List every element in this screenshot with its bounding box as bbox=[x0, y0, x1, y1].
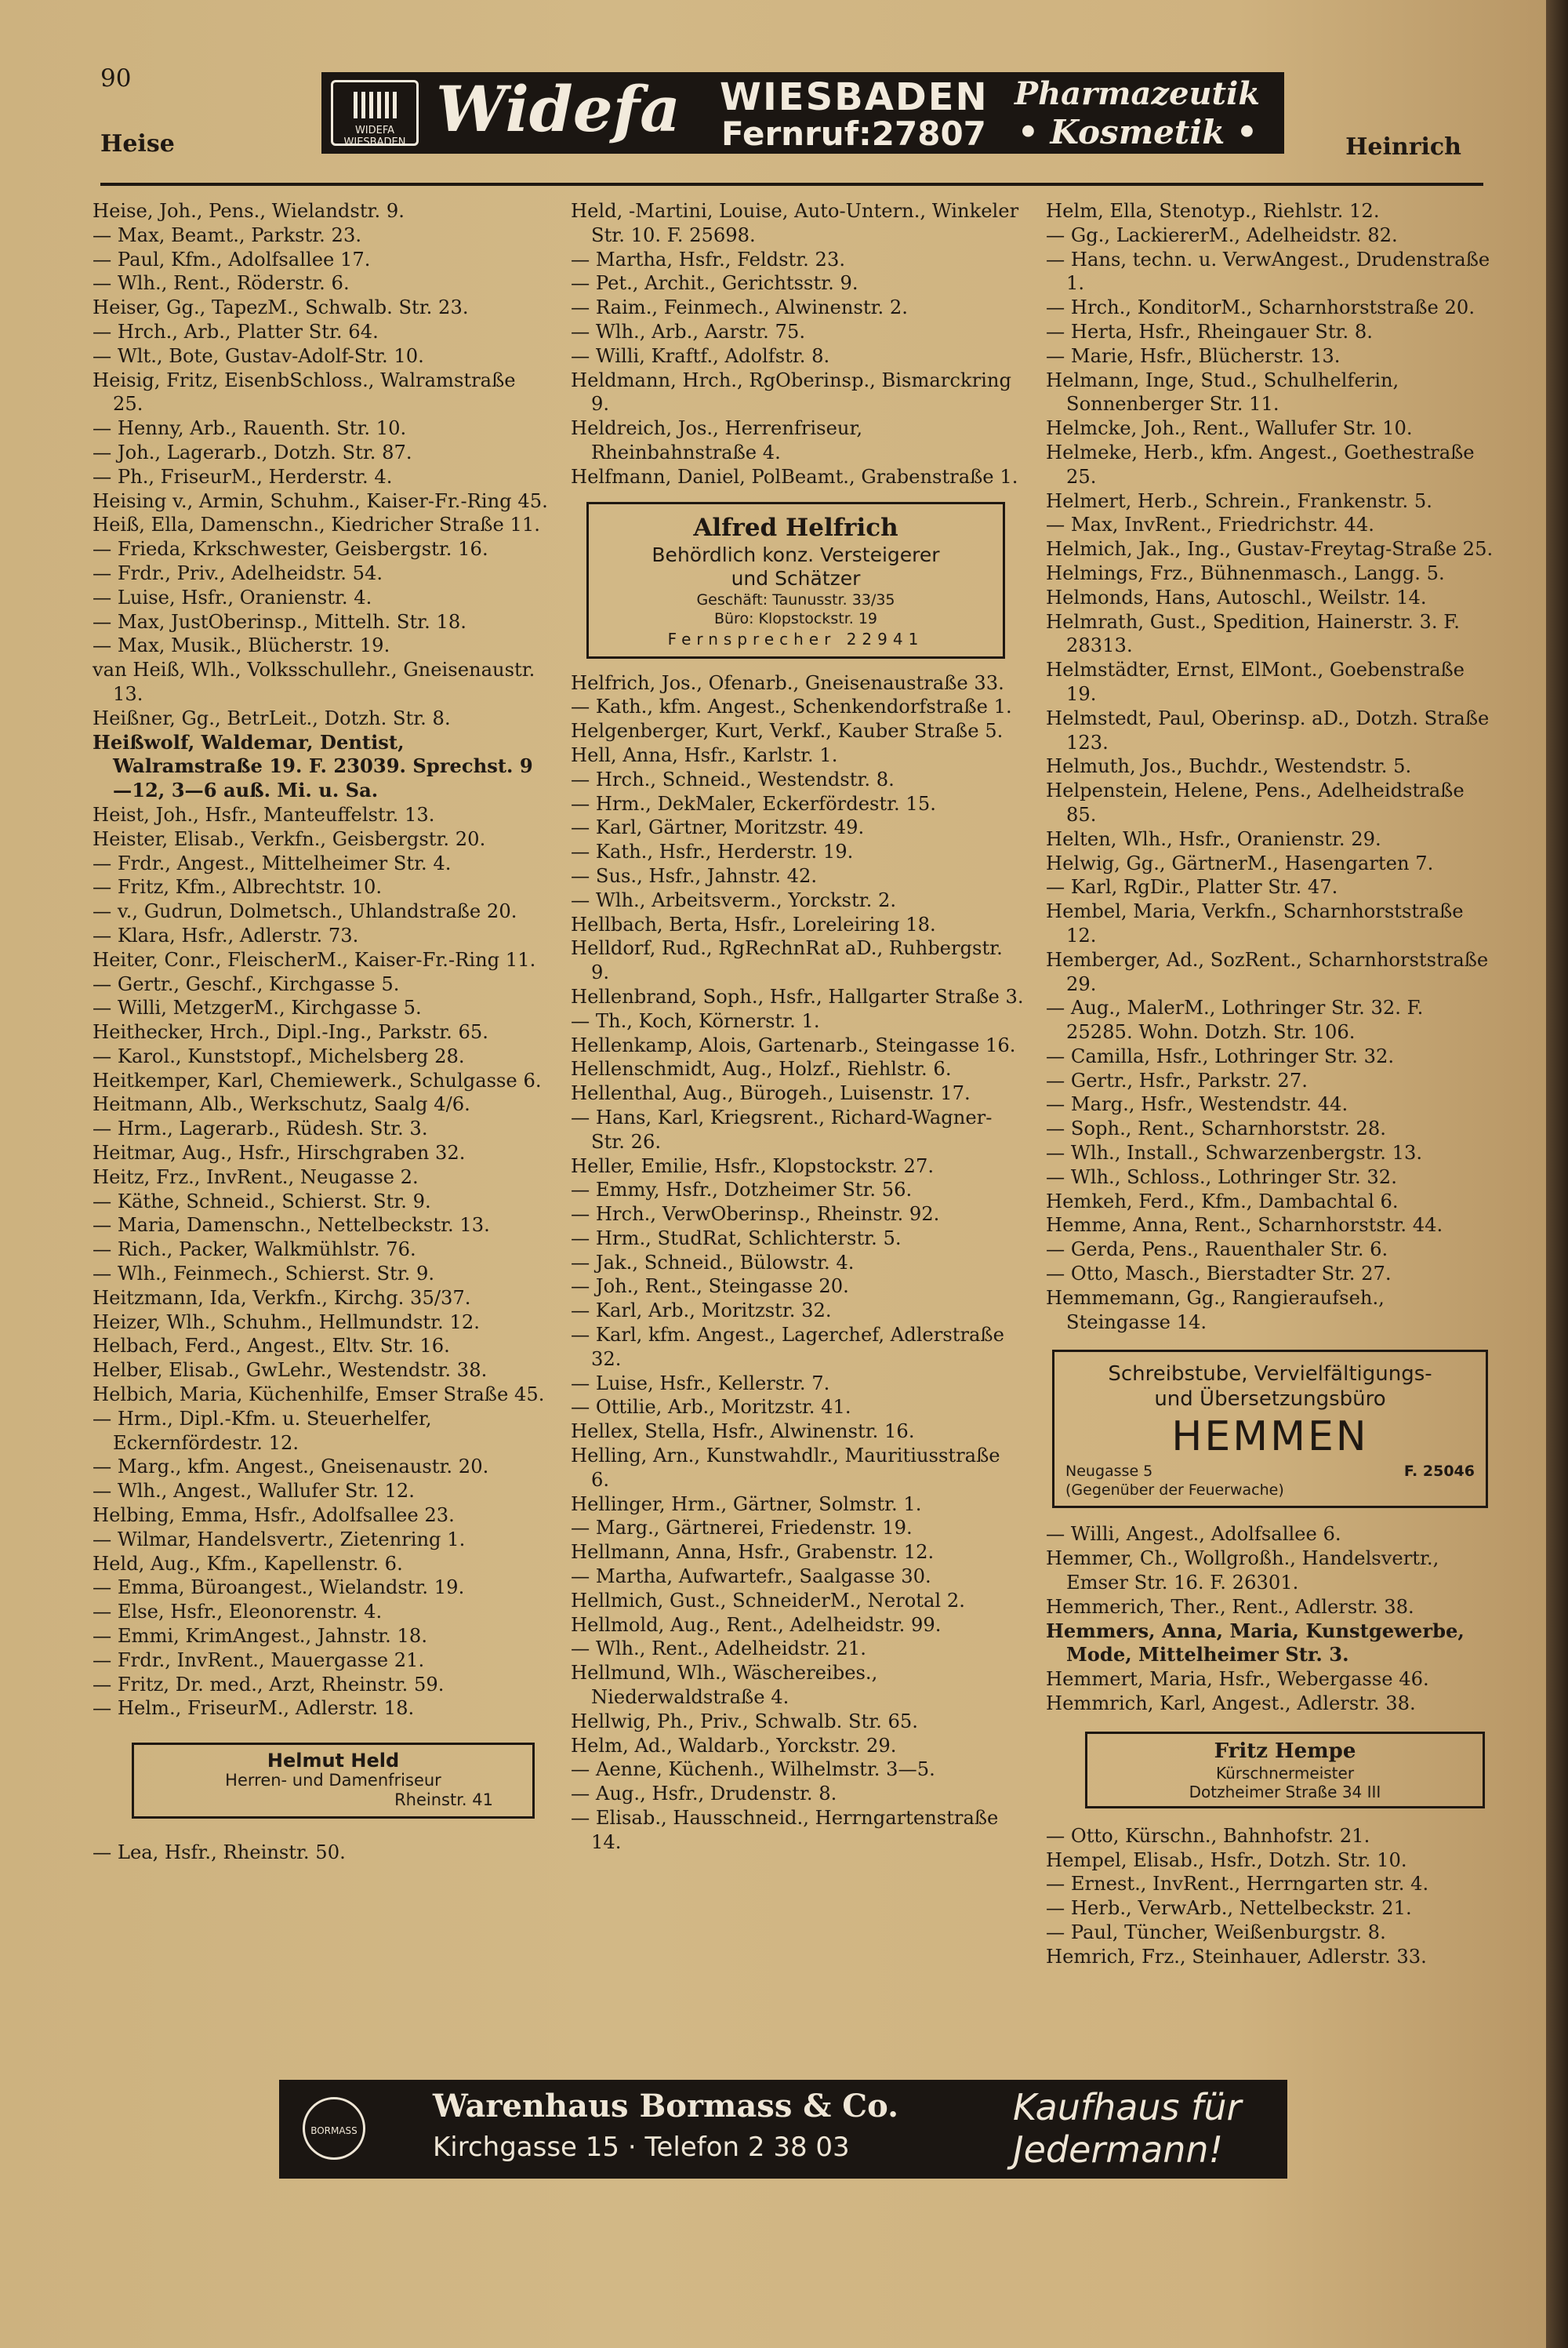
directory-entry: — Helm., FriseurM., Adlerstr. 18. bbox=[93, 1697, 415, 1720]
directory-entry: — Willi, Kraftf., Adolfstr. 8. bbox=[571, 344, 830, 367]
footer-slogan-line2: Jedermann! bbox=[1013, 2128, 1224, 2171]
directory-entry: Heisig, Fritz, EisenbSchloss., Walramstraße 25. bbox=[93, 369, 516, 416]
directory-entry: Helldorf, Rud., RgRechnRat aD., Ruhbergstr. 9. bbox=[571, 937, 1003, 984]
ad-helfrich-line5: Fernsprecher 22941 bbox=[667, 629, 924, 649]
page-binding-edge bbox=[1546, 0, 1568, 2348]
directory-entry: van Heiß, Wlh., Volksschullehr., Gneisenaustr. 13. bbox=[93, 659, 535, 705]
directory-entry: — Ph., FriseurM., Herderstr. 4. bbox=[93, 465, 393, 488]
directory-entry: Helmonds, Hans, Autoschl., Weilstr. 14. bbox=[1046, 586, 1427, 609]
ad-helfrich-line4: Büro: Klopstockstr. 19 bbox=[713, 609, 878, 627]
directory-entry: Helpenstein, Helene, Pens., Adelheidstraße 85. bbox=[1046, 780, 1465, 826]
ad-hempe-line1: Kürschnermeister bbox=[1215, 1763, 1355, 1783]
directory-entry: Heiser, Gg., TapezM., Schwalb. Str. 23. bbox=[93, 296, 469, 319]
directory-entry: Helbach, Ferd., Angest., Eltv. Str. 16. bbox=[93, 1335, 450, 1358]
directory-entry: — Gertr., Hsfr., Parkstr. 27. bbox=[1046, 1069, 1308, 1092]
banner-city: WIESBADEN bbox=[720, 75, 989, 119]
directory-entry: — Ernest., InvRent., Herrngarten str. 4. bbox=[1046, 1873, 1429, 1895]
footer-name: Warenhaus Bormass & Co. bbox=[433, 2088, 899, 2124]
directory-entry: — Wlh., Angest., Wallufer Str. 12. bbox=[93, 1480, 415, 1503]
directory-entry: — Herta, Hsfr., Rheingauer Str. 8. bbox=[1046, 320, 1373, 343]
directory-entry: — Karl, kfm. Angest., Lagerchef, Adlerstraße 32. bbox=[571, 1324, 1004, 1370]
directory-entry: Hellwig, Ph., Priv., Schwalb. Str. 65. bbox=[571, 1710, 918, 1732]
directory-entry: Helmann, Inge, Stud., Schulhelferin, Sonnenberger Str. 11. bbox=[1046, 369, 1399, 416]
ad-hemmen bbox=[1052, 1350, 1488, 1508]
directory-entry: — Hrch., KonditorM., Scharnhorststraße 20. bbox=[1046, 296, 1475, 319]
directory-entry: — Fritz, Dr. med., Arzt, Rheinstr. 59. bbox=[93, 1673, 445, 1696]
directory-entry: — Karl, Arb., Moritzstr. 32. bbox=[571, 1299, 832, 1322]
directory-entry: — Emmy, Hsfr., Dotzheimer Str. 56. bbox=[571, 1179, 913, 1201]
bormass-footer-ad bbox=[279, 2080, 1287, 2179]
directory-entry: — Wlh., Install., Schwarzenbergstr. 13. bbox=[1046, 1142, 1423, 1165]
directory-entry: — Marie, Hsfr., Blücherstr. 13. bbox=[1046, 344, 1341, 367]
directory-entry: — Max, Musik., Blücherstr. 19. bbox=[93, 634, 390, 657]
directory-entry: Held, Aug., Kfm., Kapellenstr. 6. bbox=[93, 1552, 403, 1575]
directory-entry: Hemmert, Maria, Hsfr., Webergasse 46. bbox=[1046, 1668, 1429, 1691]
directory-entry: — Max, Beamt., Parkstr. 23. bbox=[93, 224, 362, 246]
ad-helfrich-line3: Geschäft: Taunusstr. 33/35 bbox=[696, 591, 895, 609]
directory-entry: Helten, Wlh., Hsfr., Oranienstr. 29. bbox=[1046, 827, 1381, 850]
directory-entry: — Lea, Hsfr., Rheinstr. 50. bbox=[93, 1841, 346, 1864]
directory-entry: — Hrm., StudRat, Schlichterstr. 5. bbox=[571, 1227, 902, 1249]
directory-entry: — Otto, Kürschn., Bahnhofstr. 21. bbox=[1046, 1824, 1370, 1847]
directory-entry: Hellenschmidt, Aug., Holzf., Riehlstr. 6. bbox=[571, 1058, 952, 1081]
ad-helfrich-name: Alfred Helfrich bbox=[693, 513, 898, 542]
directory-entry: Helmuth, Jos., Buchdr., Westendstr. 5. bbox=[1046, 755, 1412, 778]
directory-entry: Hellenbrand, Soph., Hsfr., Hallgarter Straße 3. bbox=[571, 985, 1024, 1008]
directory-entry: — Ottilie, Arb., Moritzstr. 41. bbox=[571, 1396, 851, 1419]
directory-entry: Hemme, Anna, Rent., Scharnhorststr. 44. bbox=[1046, 1214, 1443, 1237]
directory-entry: — Camilla, Hsfr., Lothringer Str. 32. bbox=[1046, 1045, 1395, 1067]
directory-entry: — Rich., Packer, Walkmühlstr. 76. bbox=[93, 1238, 416, 1261]
directory-entry: — Frdr., InvRent., Mauergasse 21. bbox=[93, 1648, 425, 1671]
guide-word-left: Heise bbox=[100, 130, 175, 158]
directory-entry: Helmcke, Joh., Rent., Wallufer Str. 10. bbox=[1046, 417, 1413, 440]
directory-entry: Heitzmann, Ida, Verkfn., Kirchg. 35/37. bbox=[93, 1286, 471, 1309]
footer-address: Kirchgasse 15 · Telefon 2 38 03 bbox=[433, 2132, 850, 2163]
directory-entry: Held, -Martini, Louise, Auto-Untern., Winkeler Str. 10. F. 25698. bbox=[571, 200, 1019, 246]
directory-entry: — Jak., Schneid., Bülowstr. 4. bbox=[571, 1251, 855, 1274]
banner-line1: Pharmazeutik bbox=[1014, 75, 1261, 112]
guide-word-right: Heinrich bbox=[1345, 133, 1461, 161]
directory-entry: — Herb., VerwArb., Nettelbeckstr. 21. bbox=[1046, 1897, 1412, 1920]
directory-entry: Hemmerich, Ther., Rent., Adlerstr. 38. bbox=[1046, 1595, 1414, 1618]
directory-entry: — Hrch., Arb., Platter Str. 64. bbox=[93, 320, 379, 343]
directory-entry: — Marg., Hsfr., Westendstr. 44. bbox=[1046, 1093, 1348, 1116]
directory-entry: Helmert, Herb., Schrein., Frankenstr. 5. bbox=[1046, 489, 1432, 512]
directory-entry: — Gerda, Pens., Rauenthaler Str. 6. bbox=[1046, 1238, 1388, 1261]
directory-entry: Hembel, Maria, Verkfn., Scharnhorststraße 12. bbox=[1046, 900, 1464, 947]
directory-entry: Hellenthal, Aug., Bürogeh., Luisenstr. 17. bbox=[571, 1082, 971, 1105]
directory-entry: Heitkemper, Karl, Chemiewerk., Schulgasse 6. bbox=[93, 1069, 542, 1092]
ad-held-line1: Herren- und Damenfriseur bbox=[225, 1771, 441, 1790]
ad-helmut-held bbox=[132, 1743, 535, 1819]
directory-entry: Heller, Emilie, Hsfr., Klopstockstr. 27. bbox=[571, 1154, 935, 1177]
directory-entry: — Max, InvRent., Friedrichstr. 44. bbox=[1046, 514, 1374, 536]
directory-entry: Helling, Arn., Kunstwahdlr., Mauritiusstraße 6. bbox=[571, 1445, 1000, 1491]
directory-entry: — Willi, MetzgerM., Kirchgasse 5. bbox=[93, 997, 422, 1020]
directory-entry: Helmich, Jak., Ing., Gustav-Freytag-Straße 25. bbox=[1046, 538, 1494, 561]
directory-entry: Hemmemann, Gg., Rangieraufseh., Steingasse 14. bbox=[1046, 1286, 1385, 1333]
directory-entry: Heißner, Gg., BetrLeit., Dotzh. Str. 8. bbox=[93, 707, 451, 729]
directory-entry: — Wlh., Schloss., Lothringer Str. 32. bbox=[1046, 1165, 1397, 1188]
directory-entry: Heldmann, Hrch., RgOberinsp., Bismarckring 9. bbox=[571, 369, 1011, 416]
directory-entry: Helbing, Emma, Hsfr., Adolfsallee 23. bbox=[93, 1504, 455, 1527]
ad-hemmen-line2: und Übersetzungsbüro bbox=[1154, 1387, 1386, 1412]
directory-entry: Helm, Ad., Waldarb., Yorckstr. 29. bbox=[571, 1734, 897, 1757]
directory-entry: Hellenkamp, Alois, Gartenarb., Steingasse 16. bbox=[571, 1034, 1016, 1056]
widefa-logo bbox=[331, 80, 419, 146]
entries-col1 bbox=[93, 199, 549, 1721]
directory-entry: Helm, Ella, Stenotyp., Riehlstr. 12. bbox=[1046, 200, 1380, 222]
directory-entry: — Hrm., Dipl.-Kfm. u. Steuerhelfer, Eckernfördestr. 12. bbox=[93, 1407, 432, 1454]
column-1 bbox=[93, 199, 549, 1865]
directory-entry: Heißwolf, Waldemar, Dentist, Walramstraße 19. F. 23039. Sprechst. 9—12, 3—6 auß. Mi. u. Sa. bbox=[93, 730, 533, 802]
directory-entry: — Wlh., Rent., Röderstr. 6. bbox=[93, 272, 350, 295]
directory-entry: Hemmrich, Karl, Angest., Adlerstr. 38. bbox=[1046, 1692, 1416, 1715]
directory-entry: — Marg., kfm. Angest., Gneisenaustr. 20. bbox=[93, 1456, 489, 1478]
entries-col2-top bbox=[571, 199, 1024, 489]
footer-slogan bbox=[1013, 2086, 1241, 2171]
directory-entry: Helmeke, Herb., kfm. Angest., Goethestraße 25. bbox=[1046, 441, 1475, 488]
ad-helfrich-line1: Behördlich konz. Versteigerer bbox=[652, 543, 940, 566]
ad-alfred-helfrich bbox=[586, 502, 1005, 659]
directory-entry: — Karl, Gärtner, Moritzstr. 49. bbox=[571, 816, 865, 839]
directory-entry: — Luise, Hsfr., Oranienstr. 4. bbox=[93, 586, 372, 609]
entries-col3-bottom bbox=[1046, 1824, 1494, 1969]
directory-entry: — Joh., Rent., Steingasse 20. bbox=[571, 1275, 849, 1298]
directory-entry: — Karol., Kunststopf., Michelsberg 28. bbox=[93, 1045, 465, 1067]
ad-held-name: Helmut Held bbox=[267, 1750, 400, 1772]
directory-entry: Hemkeh, Ferd., Kfm., Dambachtal 6. bbox=[1046, 1190, 1399, 1212]
directory-entry: — Aenne, Küchenh., Wilhelmstr. 3—5. bbox=[571, 1758, 935, 1781]
directory-entry: — Willi, Angest., Adolfsallee 6. bbox=[1046, 1523, 1341, 1546]
directory-entry: — Frdr., Angest., Mittelheimer Str. 4. bbox=[93, 852, 452, 874]
directory-entry: — Marg., Gärtnerei, Friedenstr. 19. bbox=[571, 1517, 913, 1539]
directory-entry: Helgenberger, Kurt, Verkf., Kauber Straße 5. bbox=[571, 720, 1004, 743]
directory-entry: Helmstedt, Paul, Oberinsp. aD., Dotzh. Straße 123. bbox=[1046, 707, 1490, 754]
bormass-seal: BORMASS bbox=[303, 2097, 365, 2160]
directory-entry: — Käthe, Schneid., Schierst. Str. 9. bbox=[93, 1190, 431, 1212]
directory-entry: Hemmer, Ch., Wollgroßh., Handelsvertr., Emser Str. 16. F. 26301. bbox=[1046, 1547, 1439, 1594]
directory-entry: — Kath., kfm. Angest., Schenkendorfstraße 1. bbox=[571, 696, 1012, 718]
directory-entry: — Sus., Hsfr., Jahnstr. 42. bbox=[571, 864, 818, 887]
directory-entry: — Else, Hsfr., Eleonorenstr. 4. bbox=[93, 1601, 383, 1623]
directory-entry: Hemmers, Anna, Maria, Kunstgewerbe, Mode, Mittelheimer Str. 3. bbox=[1046, 1619, 1465, 1666]
directory-entry: — Max, JustOberinsp., Mittelh. Str. 18. bbox=[93, 610, 466, 633]
directory-entry: Heithecker, Hrch., Dipl.-Ing., Parkstr. 65. bbox=[93, 1021, 488, 1044]
entries-col2-bottom bbox=[571, 671, 1024, 1855]
directory-entry: — Aug., Hsfr., Drudenstr. 8. bbox=[571, 1783, 837, 1805]
directory-entry: Hemrich, Frz., Steinhauer, Adlerstr. 33. bbox=[1046, 1945, 1427, 1968]
entries-col3-mid bbox=[1046, 1522, 1494, 1715]
directory-entry: — Luise, Hsfr., Kellerstr. 7. bbox=[571, 1372, 830, 1394]
directory-entry: Hellmold, Aug., Rent., Adelheidstr. 99. bbox=[571, 1613, 942, 1636]
directory-entry: — Karl, RgDir., Platter Str. 47. bbox=[1046, 876, 1338, 899]
directory-entry: — Soph., Rent., Scharnhorststr. 28. bbox=[1046, 1118, 1386, 1140]
banner-phone: Fernruf:27807 bbox=[721, 114, 986, 153]
ad-hemmen-address-row bbox=[1065, 1462, 1475, 1481]
directory-entry: Heist, Joh., Hsfr., Manteuffelstr. 13. bbox=[93, 803, 435, 826]
ad-helfrich-line2: und Schätzer bbox=[731, 566, 861, 590]
directory-entry: Heising v., Armin, Schuhm., Kaiser-Fr.-Ring 45. bbox=[93, 489, 548, 512]
directory-entry: Heise, Joh., Pens., Wielandstr. 9. bbox=[93, 200, 405, 222]
directory-entry: — Kath., Hsfr., Herderstr. 19. bbox=[571, 841, 854, 863]
footer-slogan-line1: Kaufhaus für bbox=[1013, 2086, 1242, 2128]
directory-entry: — Raim., Feinmech., Alwinenstr. 2. bbox=[571, 296, 908, 319]
directory-entry: Hellmich, Gust., SchneiderM., Nerotal 2. bbox=[571, 1589, 965, 1612]
directory-entry: Heitmann, Alb., Werkschutz, Saalg 4/6. bbox=[93, 1093, 470, 1116]
ad-hempe-line2: Dotzheimer Straße 34 III bbox=[1189, 1782, 1381, 1801]
entries-col3-top bbox=[1046, 199, 1494, 1334]
ad-hempe-name: Fritz Hempe bbox=[1214, 1739, 1356, 1763]
directory-entry: — Hrch., Schneid., Westendstr. 8. bbox=[571, 768, 895, 791]
directory-entry: — Maria, Damenschn., Nettelbeckstr. 13. bbox=[93, 1214, 490, 1237]
directory-entry: Heister, Elisab., Verkfn., Geisbergstr. 20. bbox=[93, 827, 486, 850]
header-rule bbox=[100, 183, 1483, 186]
page-number: 90 bbox=[100, 64, 132, 93]
directory-entry: Helmrath, Gust., Spedition, Hainerstr. 3. F. 28313. bbox=[1046, 610, 1460, 657]
directory-entry: — Frdr., Priv., Adelheidstr. 54. bbox=[93, 562, 383, 584]
column-3 bbox=[1046, 199, 1494, 1969]
directory-entry: — v., Gudrun, Dolmetsch., Uhlandstraße 20. bbox=[93, 900, 517, 923]
directory-entry: — Martha, Aufwartefr., Saalgasse 30. bbox=[571, 1565, 931, 1588]
directory-entry: Helber, Elisab., GwLehr., Westendstr. 38. bbox=[93, 1359, 488, 1382]
banner-line2: • Kosmetik • bbox=[1018, 113, 1258, 151]
building-icon bbox=[354, 92, 397, 118]
directory-entry: — Martha, Hsfr., Feldstr. 23. bbox=[571, 248, 846, 271]
ad-hemmen-note: (Gegenüber der Feuerwache) bbox=[1065, 1481, 1284, 1499]
directory-entry: — Hans, Karl, Kriegsrent., Richard-Wagner-Str. 26. bbox=[571, 1106, 993, 1153]
directory-entry: Hempel, Elisab., Hsfr., Dotzh. Str. 10. bbox=[1046, 1848, 1407, 1871]
directory-entry: — Joh., Lagerarb., Dotzh. Str. 87. bbox=[93, 441, 412, 463]
directory-entry: — Fritz, Kfm., Albrechtstr. 10. bbox=[93, 876, 383, 899]
ad-hemmen-line1: Schreibstube, Vervielfältigungs- bbox=[1108, 1362, 1432, 1387]
directory-entry: — Hrm., Lagerarb., Rüdesh. Str. 3. bbox=[93, 1118, 428, 1140]
directory-entry: — Klara, Hsfr., Adlerstr. 73. bbox=[93, 924, 359, 947]
directory-entry: — Frieda, Krkschwester, Geisbergstr. 16. bbox=[93, 538, 488, 561]
directory-entry: Heitmar, Aug., Hsfr., Hirschgraben 32. bbox=[93, 1142, 466, 1165]
directory-entry: Hellmund, Wlh., Wäschereibes., Niederwaldstraße 4. bbox=[571, 1662, 878, 1709]
column-2 bbox=[571, 199, 1024, 1855]
ad-hemmen-phone: F. 25046 bbox=[1403, 1463, 1475, 1481]
directory-entry: — Aug., MalerM., Lothringer Str. 32. F. 25285. Wohn. Dotzh. Str. 106. bbox=[1046, 997, 1424, 1044]
directory-entry: Heitz, Frz., InvRent., Neugasse 2. bbox=[93, 1165, 419, 1188]
ad-fritz-hempe bbox=[1085, 1732, 1485, 1808]
ad-hemmen-addr: Neugasse 5 bbox=[1065, 1463, 1153, 1481]
directory-entry: — Paul, Kfm., Adolfsallee 17. bbox=[93, 248, 371, 271]
directory-entry: Heizer, Wlh., Schuhm., Hellmundstr. 12. bbox=[93, 1310, 480, 1333]
directory-entry: — Wlh., Arb., Aarstr. 75. bbox=[571, 320, 806, 343]
directory-entry: Heldreich, Jos., Herrenfriseur, Rheinbahnstraße 4. bbox=[571, 417, 863, 463]
directory-entry: Hellmann, Anna, Hsfr., Grabenstr. 12. bbox=[571, 1541, 935, 1564]
directory-entry: Helfrich, Jos., Ofenarb., Gneisenaustraße 33. bbox=[571, 671, 1004, 694]
directory-entry: Helwig, Gg., GärtnerM., Hasengarten 7. bbox=[1046, 852, 1434, 874]
directory-entry: Heiß, Ella, Damenschn., Kiedricher Straße 11. bbox=[93, 514, 540, 536]
directory-entry: Hemberger, Ad., SozRent., Scharnhorststraße 29. bbox=[1046, 948, 1489, 995]
directory-entry: — Gertr., Geschf., Kirchgasse 5. bbox=[93, 972, 400, 995]
directory-entry: — Th., Koch, Körnerstr. 1. bbox=[571, 1009, 820, 1032]
directory-entry: Helfmann, Daniel, PolBeamt., Grabenstraße 1. bbox=[571, 465, 1018, 488]
ad-hemmen-name: HEMMEN bbox=[1171, 1413, 1369, 1461]
directory-entry: — Elisab., Hausschneid., Herrngartenstraße 14. bbox=[571, 1807, 999, 1853]
directory-entry: Heiter, Conr., FleischerM., Kaiser-Fr.-Ring 11. bbox=[93, 948, 536, 971]
directory-entry: — Paul, Tüncher, Weißenburgstr. 8. bbox=[1046, 1921, 1386, 1944]
directory-entry: Helmstädter, Ernst, ElMont., Goebenstraße 19. bbox=[1046, 659, 1465, 705]
directory-entry: Hellinger, Hrm., Gärtner, Solmstr. 1. bbox=[571, 1492, 922, 1515]
banner-brand: Widefa bbox=[436, 72, 681, 146]
directory-entry: Hellex, Stella, Hsfr., Alwinenstr. 16. bbox=[571, 1420, 915, 1443]
directory-entry: — Hans, techn. u. VerwAngest., Drudenstraße 1. bbox=[1046, 248, 1490, 295]
directory-entry: — Pet., Archit., Gerichtsstr. 9. bbox=[571, 272, 858, 295]
directory-entry: — Wilmar, Handelsvertr., Zietenring 1. bbox=[93, 1528, 466, 1550]
directory-entry: Helmings, Frz., Bühnenmasch., Langg. 5. bbox=[1046, 562, 1445, 584]
directory-entry: — Henny, Arb., Rauenth. Str. 10. bbox=[93, 417, 407, 440]
directory-entry: — Wlh., Arbeitsverm., Yorckstr. 2. bbox=[571, 889, 897, 911]
entries-col1-end bbox=[93, 1841, 549, 1865]
directory-entry: — Emmi, KrimAngest., Jahnstr. 18. bbox=[93, 1625, 428, 1648]
directory-entry: — Hrm., DekMaler, Eckerfördestr. 15. bbox=[571, 792, 936, 815]
directory-entry: — Wlt., Bote, Gustav-Adolf-Str. 10. bbox=[93, 344, 424, 367]
directory-entry: Helbich, Maria, Küchenhilfe, Emser Straße 45. bbox=[93, 1383, 545, 1406]
widefa-banner-ad bbox=[321, 72, 1284, 154]
ad-held-line2: Rheinstr. 41 bbox=[394, 1790, 493, 1810]
directory-entry: Hellbach, Berta, Hsfr., Loreleiring 18. bbox=[571, 913, 936, 936]
directory-entry: Hell, Anna, Hsfr., Karlstr. 1. bbox=[571, 743, 838, 766]
directory-entry: — Hrch., VerwOberinsp., Rheinstr. 92. bbox=[571, 1203, 940, 1226]
directory-entry: — Emma, Büroangest., Wielandstr. 19. bbox=[93, 1576, 465, 1599]
directory-entry: — Wlh., Rent., Adelheidstr. 21. bbox=[571, 1637, 866, 1660]
logo-text: WIDEFA WIESBADEN bbox=[343, 125, 406, 148]
directory-entry: — Gg., LackiererM., Adelheidstr. 82. bbox=[1046, 224, 1398, 246]
directory-entry: — Wlh., Feinmech., Schierst. Str. 9. bbox=[93, 1263, 435, 1285]
directory-entry: — Otto, Masch., Bierstadter Str. 27. bbox=[1046, 1263, 1392, 1285]
